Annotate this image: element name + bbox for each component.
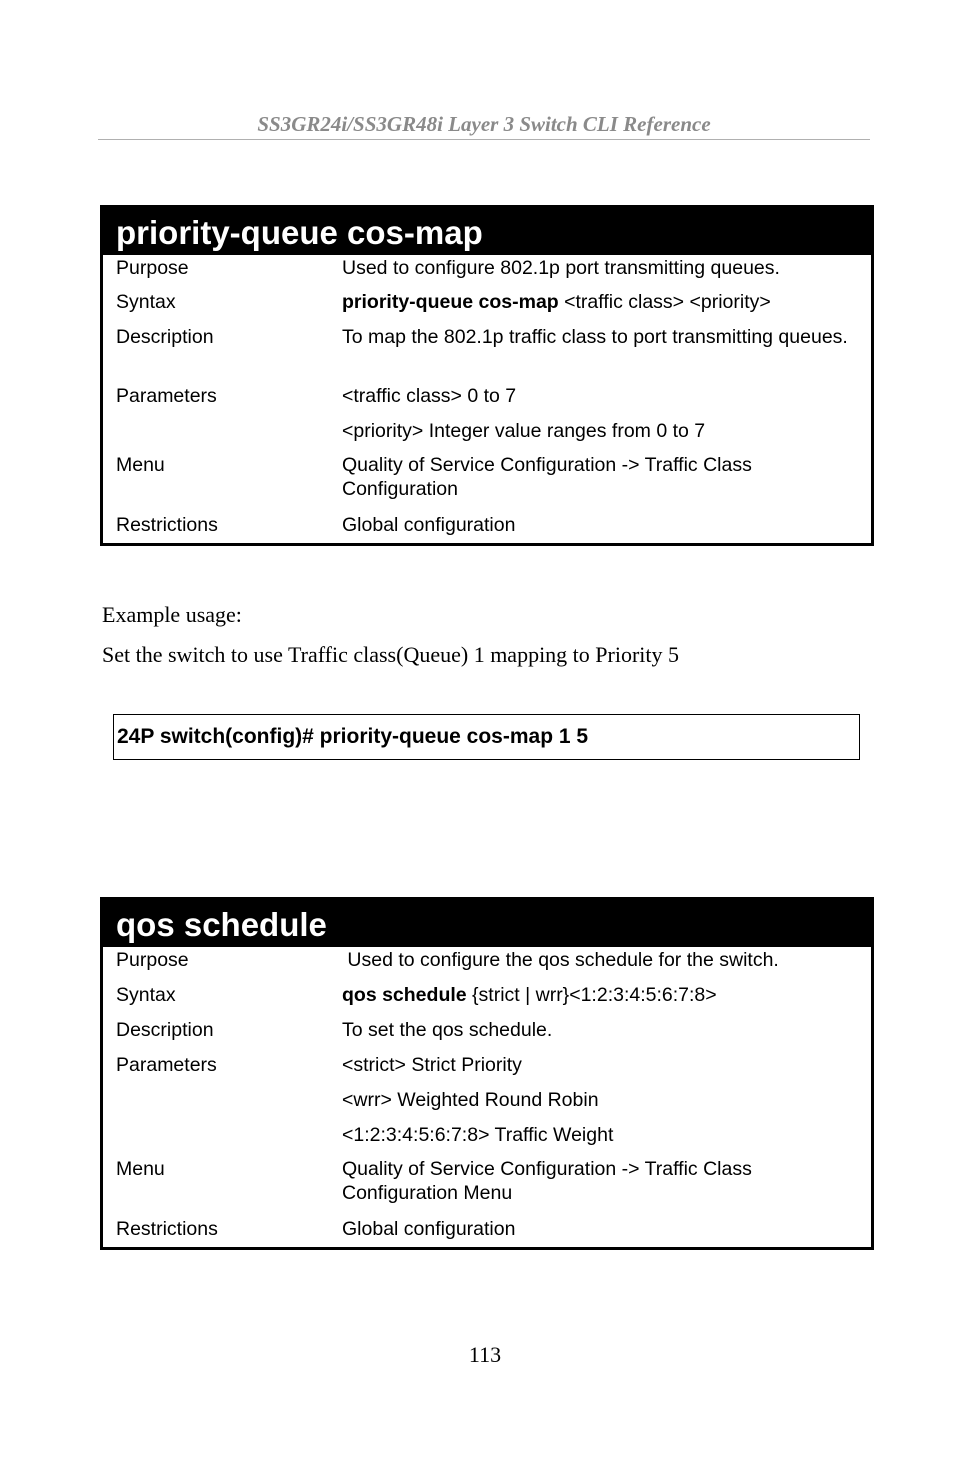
- description-row: [103, 325, 871, 384]
- restrictions-label: Restrictions: [116, 1218, 218, 1240]
- syntax-command: qos schedule: [342, 984, 467, 1006]
- parameter-item: <traffic class> 0 to 7: [342, 385, 517, 407]
- parameter-item: <wrr> Weighted Round Robin: [342, 1089, 599, 1111]
- parameters-row-continued: [103, 1088, 871, 1123]
- syntax-row: [103, 983, 871, 1018]
- parameters-label: Parameters: [116, 385, 217, 407]
- parameters-row-continued: [103, 1123, 871, 1157]
- command-title: qos schedule: [103, 897, 871, 947]
- purpose-row: [103, 948, 871, 983]
- restrictions-value: Global configuration: [342, 514, 516, 536]
- syntax-args: <traffic class> <priority>: [558, 291, 771, 313]
- parameters-label: Parameters: [116, 1054, 217, 1076]
- syntax-value: [342, 983, 871, 1018]
- restrictions-label: Restrictions: [116, 514, 218, 536]
- parameter-item: <1:2:3:4:5:6:7:8> Traffic Weight: [342, 1124, 614, 1146]
- parameters-row: [103, 1053, 871, 1088]
- parameters-row: [103, 384, 871, 419]
- purpose-label: Purpose: [116, 257, 189, 279]
- example-command: 24P switch(config)# priority-queue cos-map 1 5: [117, 725, 589, 748]
- command-table-qos-schedule: [100, 897, 874, 1250]
- description-value: To set the qos schedule.: [342, 1019, 553, 1041]
- restrictions-row: [103, 1217, 871, 1247]
- description-label: Description: [116, 326, 214, 348]
- menu-label: Menu: [116, 1158, 165, 1180]
- menu-value: Quality of Service Configuration -> Traffic Class Configuration: [342, 454, 752, 500]
- parameter-item: <strict> Strict Priority: [342, 1054, 522, 1076]
- purpose-value: Used to configure the qos schedule for the switch.: [342, 949, 779, 971]
- syntax-value: [342, 290, 871, 325]
- syntax-row: [103, 290, 871, 325]
- header-rule: [98, 139, 870, 140]
- command-title: priority-queue cos-map: [103, 205, 871, 255]
- parameter-item: <priority> Integer value ranges from 0 to 7: [342, 420, 706, 442]
- menu-row: [103, 1157, 871, 1217]
- parameters-row-continued: [103, 419, 871, 453]
- purpose-row: [103, 256, 871, 290]
- page-number: 113: [468, 1342, 502, 1367]
- menu-value: Quality of Service Configuration -> Traffic Class Configuration Menu: [342, 1158, 752, 1204]
- syntax-label: Syntax: [116, 984, 176, 1006]
- command-table-priority-queue: [100, 205, 874, 546]
- description-row: [103, 1018, 871, 1053]
- purpose-label: Purpose: [116, 949, 189, 971]
- syntax-label: Syntax: [116, 291, 176, 313]
- example-command-box: [113, 714, 860, 760]
- running-header: SS3GR24i/SS3GR48i Layer 3 Switch CLI Reference: [257, 112, 711, 136]
- menu-row: [103, 453, 871, 513]
- description-value: To map the 802.1p traffic class to port transmitting queues.: [342, 326, 848, 348]
- purpose-value: Used to configure 802.1p port transmitting queues.: [342, 257, 780, 279]
- example-intro: Example usage:: [102, 602, 242, 627]
- example-description: Set the switch to use Traffic class(Queue) 1 mapping to Priority 5: [102, 642, 680, 667]
- restrictions-row: [103, 513, 871, 543]
- menu-label: Menu: [116, 454, 165, 476]
- syntax-command: priority-queue cos-map: [342, 291, 559, 313]
- restrictions-value: Global configuration: [342, 1218, 516, 1240]
- syntax-args: {strict | wrr}<1:2:3:4:5:6:7:8>: [466, 984, 717, 1006]
- description-label: Description: [116, 1019, 214, 1041]
